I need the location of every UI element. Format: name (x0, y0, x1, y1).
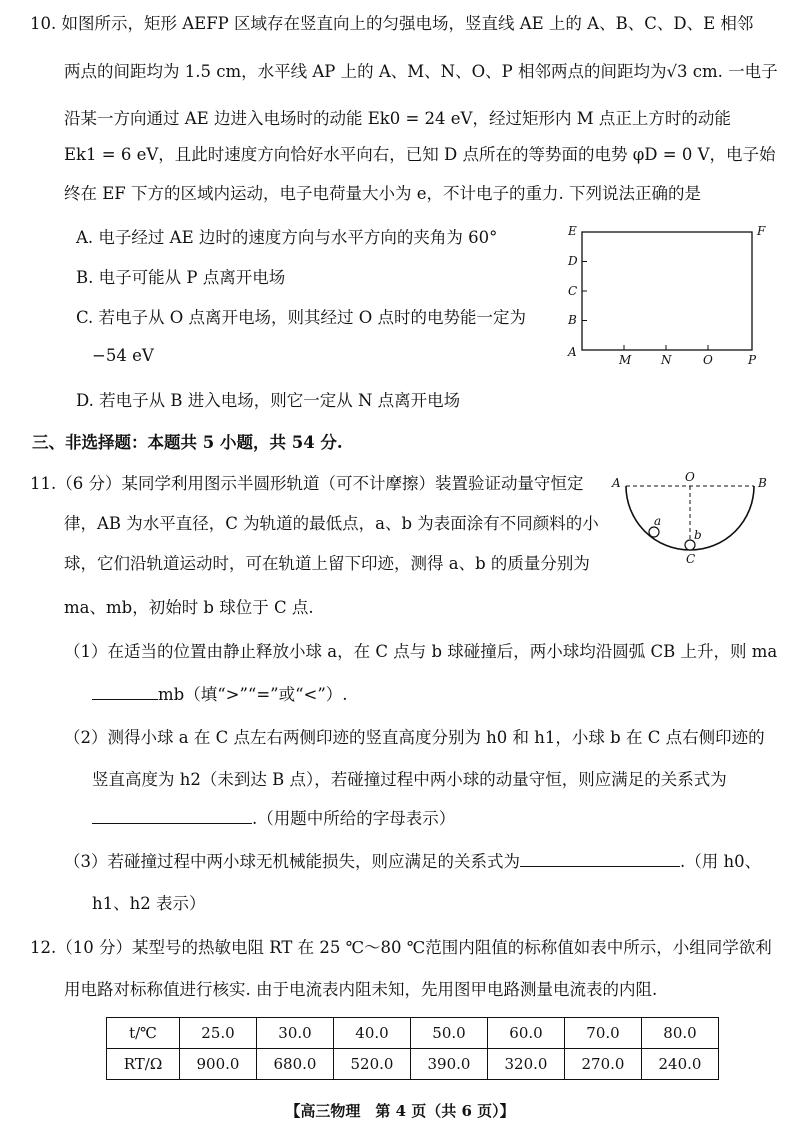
answer-blank-1[interactable] (92, 685, 158, 700)
q11-line-4: ma、mb，初始时 b 球位于 C 点. (64, 598, 314, 617)
q10-line-3: 沿某一方向通过 AE 边进入电场时的动能 Ek0 = 24 eV，经过矩形内 M 点正上方时的动能 (64, 109, 731, 128)
label-b-point: B (758, 476, 767, 490)
table-cell: 60.0 (488, 1018, 565, 1049)
table-cell: 30.0 (257, 1018, 334, 1049)
q10-option-d: D. 若电子从 B 进入电场，则它一定从 N 点离开电场 (76, 391, 461, 410)
q10-option-a: A. 电子经过 AE 边时的速度方向与水平方向的夹角为 60° (76, 228, 498, 247)
section-3-header: 三、非选择题：本题共 5 小题，共 54 分. (32, 433, 343, 452)
table-cell: 50.0 (411, 1018, 488, 1049)
q11-part3-line1 (64, 852, 761, 872)
label-a-point: A (612, 476, 621, 490)
q12-line-2: 用电路对标称值进行核实. 由于电流表内阻未知，先用图甲电路测量电流表的内阻. (64, 980, 658, 999)
q11-line-1: 11.（6 分）某同学利用图示半圆形轨道（可不计摩擦）装置验证动量守恒定 (30, 474, 584, 493)
label-b: B (568, 313, 577, 327)
table-cell: 900.0 (180, 1049, 257, 1080)
label-o-point: O (685, 470, 695, 484)
label-e: E (568, 224, 577, 238)
q11-part2-line3 (92, 809, 455, 829)
label-c-point: C (686, 552, 696, 566)
ball-a (649, 527, 659, 537)
table-cell: 80.0 (642, 1018, 719, 1049)
q12-line-1: 12.（10 分）某型号的热敏电阻 RT 在 25 ℃～80 ℃范围内阻值的标称值如表中所示，小组同学欲利 (30, 938, 772, 957)
table-head-t: t/℃ (107, 1018, 180, 1049)
q11-line-3: 球，它们沿轨道运动时，可在轨道上留下印迹，测得 a、b 的质量分别为 (64, 554, 590, 573)
table-row-resistance (107, 1049, 719, 1080)
label-m: M (619, 353, 632, 367)
rect-aefp (582, 232, 752, 350)
q11-line-2: 律，AB 为水平直径，C 为轨道的最低点，a、b 为表面涂有不同颜料的小 (64, 514, 599, 533)
q11-part1-line2 (92, 685, 348, 705)
q10-line-2: 两点的间距均为 1.5 cm，水平线 AP 上的 A、M、N、O、P 相邻两点的间距均为√3 cm. 一电子 (64, 62, 778, 81)
table-cell: 390.0 (411, 1049, 488, 1080)
q11-part2-line1: （2）测得小球 a 在 C 点左右两侧印迹的竖直高度分别为 h0 和 h1，小球 b 在 C 点右侧印迹的 (64, 728, 765, 747)
label-n: N (661, 353, 672, 367)
q10-line-5: 终在 EF 下方的区域内运动，电子电荷量大小为 e，不计电子的重力. 下列说法正确的是 (64, 184, 701, 203)
table-cell: 680.0 (257, 1049, 334, 1080)
label-p: P (748, 353, 757, 367)
q11-part3-line2: h1、h2 表示） (92, 894, 206, 913)
table-cell: 70.0 (565, 1018, 642, 1049)
table-cell: 240.0 (642, 1049, 719, 1080)
answer-blank-2[interactable] (92, 809, 252, 824)
label-ball-b: b (694, 528, 702, 542)
q11-part1-tail: mb（填“>”“=”或“<”）. (158, 685, 348, 704)
label-ball-a: a (654, 514, 662, 528)
label-d: D (568, 254, 578, 268)
thermistor-table (106, 1017, 719, 1080)
table-cell: 40.0 (334, 1018, 411, 1049)
q11-part1-line1: （1）在适当的位置由静止释放小球 a，在 C 点与 b 球碰撞后，两小球均沿圆弧 CB 上升，则 ma (64, 642, 778, 661)
table-cell: 320.0 (488, 1049, 565, 1080)
q10-line-1: 10. 如图所示，矩形 AEFP 区域存在竖直向上的匀强电场，竖直线 AE 上的 A、B、C、D、E 相邻 (30, 14, 754, 33)
table-cell: 25.0 (180, 1018, 257, 1049)
page-footer: 【高三物理 第 4 页（共 6 页）】 (285, 1102, 515, 1120)
table-cell: 520.0 (334, 1049, 411, 1080)
answer-blank-3[interactable] (520, 852, 680, 867)
q10-figure-rectangle (560, 218, 775, 368)
q10-option-c-line1: C. 若电子从 O 点离开电场，则其经过 O 点时的电势能一定为 (76, 308, 527, 327)
q11-part3-tail: .（用 h0、 (680, 852, 762, 871)
label-a: A (568, 345, 577, 359)
table-row-temperature (107, 1018, 719, 1049)
q11-part2-tail: .（用题中所给的字母表示） (252, 809, 456, 828)
table-cell: 270.0 (565, 1049, 642, 1080)
label-f: F (757, 224, 766, 238)
q11-figure-semicircle-track (608, 470, 780, 570)
q10-option-c-line2: −54 eV (92, 346, 154, 365)
q10-line-4: Ek1 = 6 eV，且此时速度方向恰好水平向右，已知 D 点所在的等势面的电势 φD = 0 V，电子始 (64, 145, 776, 164)
table-head-rt: RT/Ω (107, 1049, 180, 1080)
label-o: O (703, 353, 713, 367)
label-c: C (568, 284, 578, 298)
q11-part2-line2: 竖直高度为 h2（未到达 B 点），若碰撞过程中两小球的动量守恒，则应满足的关系式为 (92, 770, 727, 789)
q11-part3-head: （3）若碰撞过程中两小球无机械能损失，则应满足的关系式为 (64, 852, 520, 871)
q10-option-b: B. 电子可能从 P 点离开电场 (76, 268, 286, 287)
